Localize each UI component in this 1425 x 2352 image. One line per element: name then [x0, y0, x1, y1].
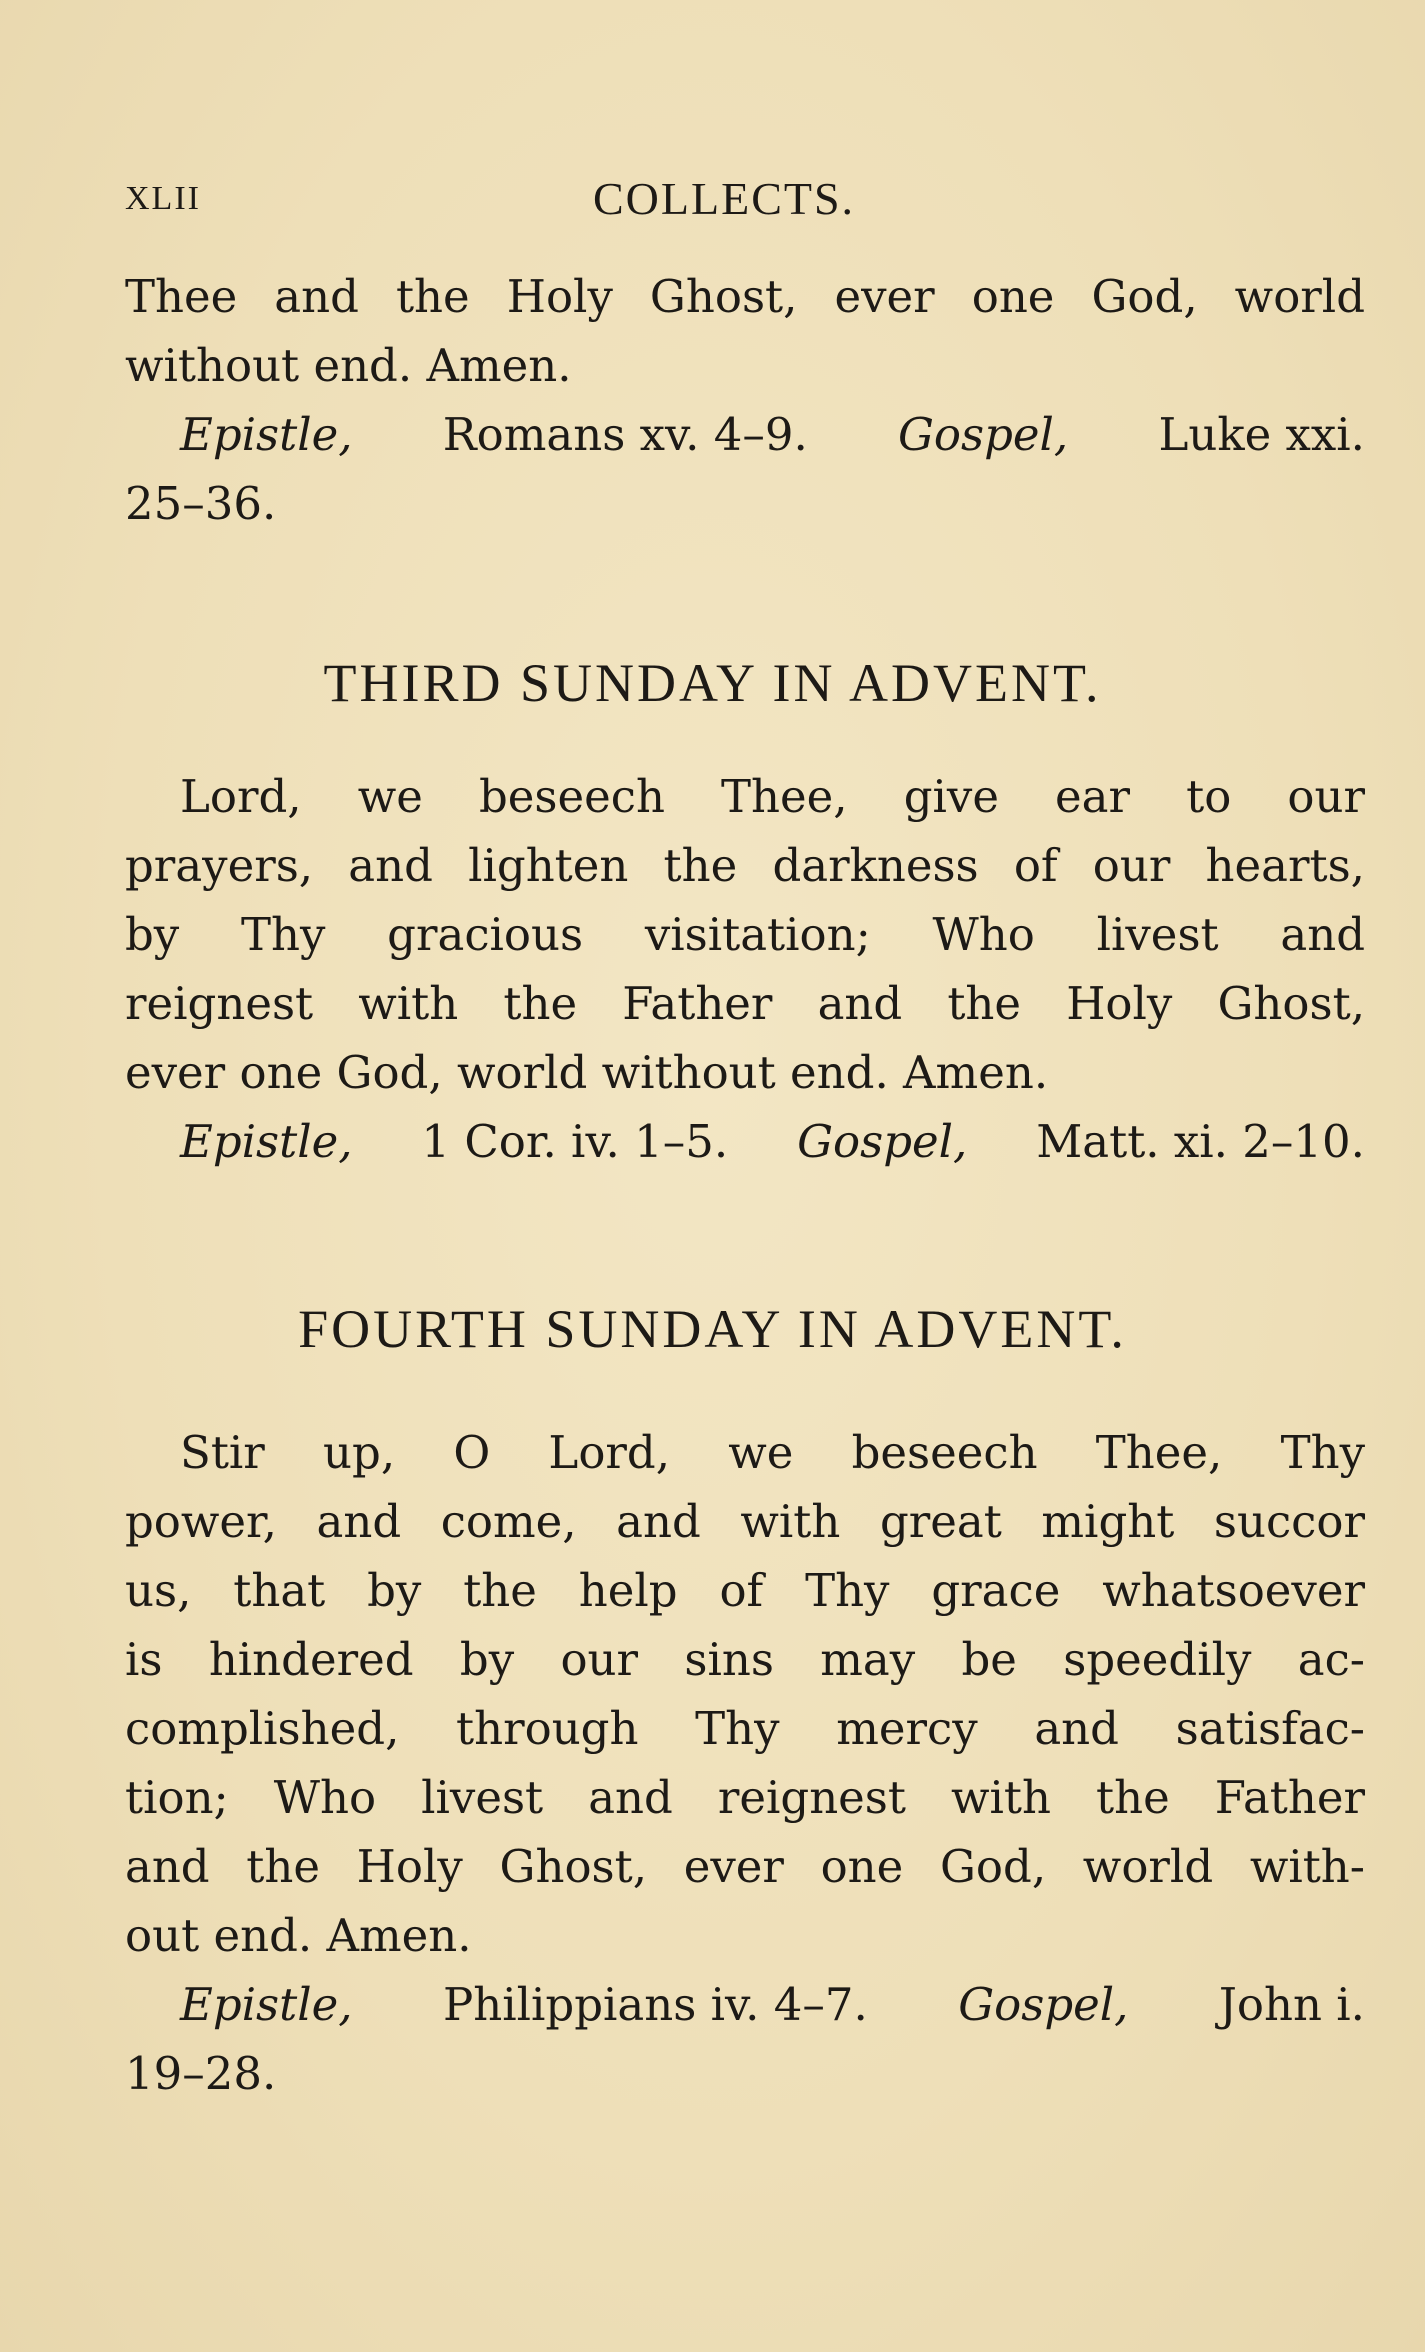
text-line: reignest with the Father and the Holy Ghost,	[125, 977, 1365, 1030]
gospel-reference: Matt. xi. 2–10.	[1036, 1115, 1365, 1168]
gospel-reference-continued: 19–28.	[125, 2047, 277, 2100]
epistle-label: Epistle,	[180, 1115, 353, 1168]
epistle-reference: Romans xv. 4–9.	[442, 408, 808, 461]
readings-line	[125, 400, 1365, 469]
running-head: COLLECTS.	[593, 173, 856, 224]
readings-line	[125, 1107, 1365, 1176]
continuation-text	[125, 262, 1365, 538]
epistle-reference: Philippians iv. 4–7.	[442, 1978, 868, 2031]
text-line: and the Holy Ghost, ever one God, world with-	[125, 1840, 1365, 1893]
text-line: Stir up, O Lord, we beseech Thee, Thy	[180, 1426, 1365, 1479]
section-heading-third-sunday: THIRD SUNDAY IN ADVENT.	[323, 653, 1102, 713]
epistle-reference: 1 Cor. iv. 1–5.	[421, 1115, 729, 1168]
text-line: power, and come, and with great might succor	[125, 1495, 1365, 1548]
text-line: us, that by the help of Thy grace whatsoever	[125, 1564, 1365, 1617]
text-line: tion; Who livest and reignest with the Father	[125, 1771, 1365, 1824]
collect-fourth-sunday	[125, 1418, 1365, 2108]
text-line: complished, through Thy mercy and satisfac-	[125, 1702, 1365, 1755]
text-line: without end. Amen.	[125, 339, 572, 392]
gospel-reference: Luke xxi.	[1158, 408, 1365, 461]
collect-third-sunday	[125, 762, 1365, 1176]
text-line: prayers, and lighten the darkness of our hearts,	[125, 839, 1365, 892]
section-heading-fourth-sunday: FOURTH SUNDAY IN ADVENT.	[298, 1299, 1127, 1359]
gospel-label: Gospel,	[897, 408, 1069, 461]
gospel-label: Gospel,	[797, 1115, 968, 1168]
readings-line	[125, 1970, 1365, 2039]
gospel-reference: John i.	[1218, 1978, 1365, 2031]
epistle-label: Epistle,	[180, 408, 353, 461]
page-header	[125, 172, 1365, 232]
text-line: ever one God, world without end. Amen.	[125, 1046, 1049, 1099]
text-line: is hindered by our sins may be speedily ac-	[125, 1633, 1365, 1686]
text-line: by Thy gracious visitation; Who livest and	[125, 908, 1365, 961]
gospel-reference-continued: 25–36.	[125, 477, 277, 530]
text-line: out end. Amen.	[125, 1909, 472, 1962]
gospel-label: Gospel,	[958, 1978, 1129, 2031]
epistle-label: Epistle,	[180, 1978, 353, 2031]
page-number: XLII	[125, 180, 201, 217]
text-line: Lord, we beseech Thee, give ear to our	[180, 770, 1365, 823]
text-line: Thee and the Holy Ghost, ever one God, world	[125, 270, 1365, 323]
